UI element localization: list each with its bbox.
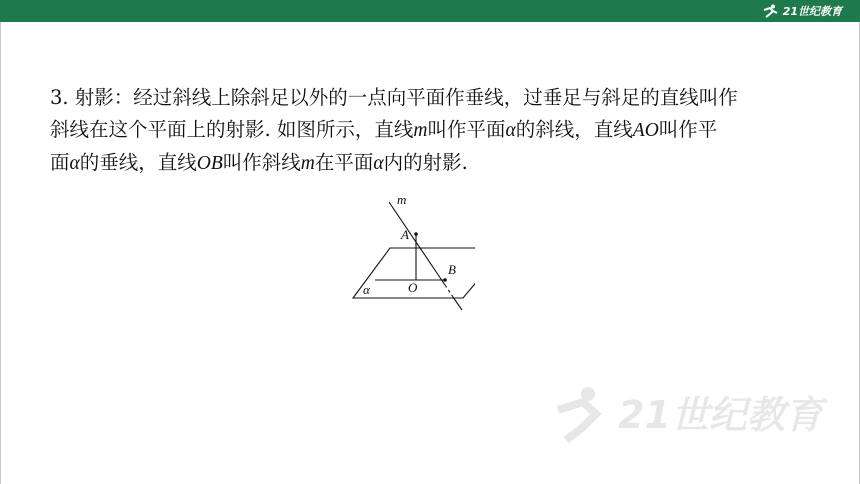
brand-logo xyxy=(761,3,842,19)
brand-text: 21世纪教育 xyxy=(782,5,842,18)
text-line-2: 斜线在这个平面上的射影. 如图所示，直线m叫作平面α的斜线，直线AO叫作平 xyxy=(50,118,718,141)
label-m: m xyxy=(397,192,407,207)
text-line-3: 面α的垂线，直线OB叫作斜线m在平面α内的射影. xyxy=(50,151,468,174)
label-alpha: α xyxy=(363,282,370,297)
line-m-hidden xyxy=(445,285,453,297)
label-O: O xyxy=(408,280,418,295)
line-m xyxy=(389,202,445,285)
frame-left xyxy=(0,22,1,484)
label-A: A xyxy=(401,227,409,242)
watermark xyxy=(548,380,848,450)
line-m-below xyxy=(453,297,462,310)
body-text xyxy=(50,82,820,180)
top-bar xyxy=(0,0,860,22)
watermark-text: 21世纪教育 xyxy=(618,393,823,437)
projection-figure xyxy=(345,190,475,315)
label-B: B xyxy=(448,262,456,277)
runner-icon xyxy=(761,4,779,18)
point-A xyxy=(414,232,418,236)
text-line-1: 3. 射影：经过斜线上除斜足以外的一点向平面作垂线，过垂足与斜足的直线叫作 xyxy=(50,86,738,109)
point-B xyxy=(443,278,447,282)
